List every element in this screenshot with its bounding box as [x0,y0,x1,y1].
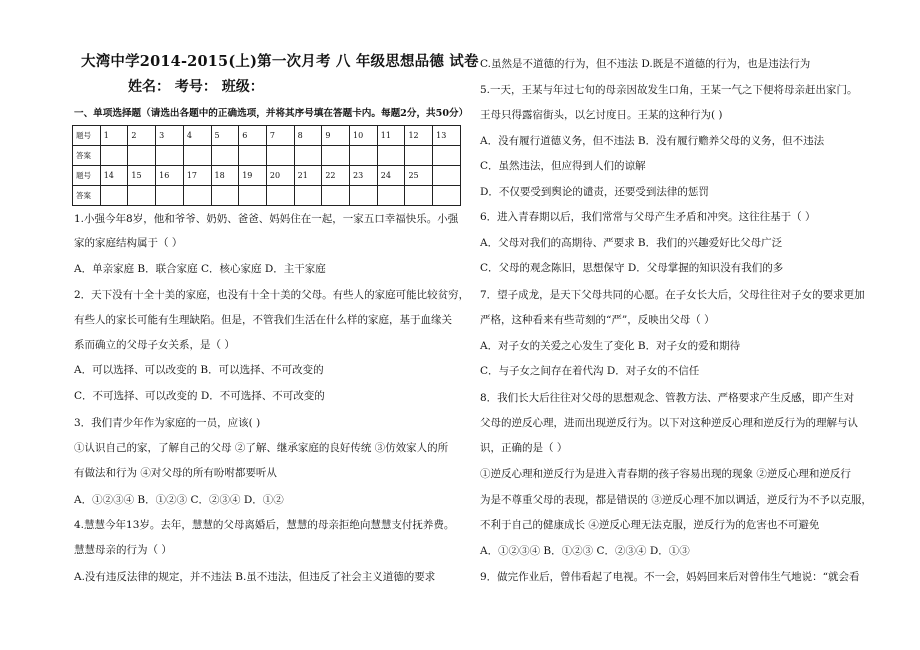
answer-grid-number-row [73,166,461,186]
option-line: C．父母的观念陈旧，思想保守 D．父母掌握的知识没有我们的多 [480,262,784,274]
question-text-line: 4.慧慧今年13岁。去年，慧慧的父母离婚后，慧慧的母亲拒绝向慧慧支付抚养费。 [74,519,455,531]
answer-grid [72,125,461,206]
question-text-line: 不利于自己的健康成长 ④逆反心理无法克服，逆反行为的危害也不可避免 [480,519,820,531]
answer-cell[interactable] [239,146,267,166]
grid-label-number: 题号 [73,166,101,186]
question-text-line: 为是不尊重父母的表现，都是错误的 ③逆反心理不加以调适，逆反行为不予以克服， [480,494,872,506]
option-line: A．①②③④ B．①②③ C．②③④ D．①② [74,494,284,506]
option-line: A．父母对我们的高期待、严要求 B．我们的兴趣爱好比父母广泛 [480,237,783,249]
answer-cell[interactable] [156,146,184,166]
answer-grid-answer-row [73,186,461,206]
answer-cell[interactable] [377,146,405,166]
question-text-line: 王母只得露宿街头，以乞讨度日。王某的这种行为( ) [480,109,723,121]
answer-cell[interactable] [294,186,322,206]
answer-cell[interactable] [322,186,350,206]
option-line: A．没有履行道德义务，但不违法 B．没有履行赡养父母的义务，但不违法 [480,135,825,147]
question-text-line: ①逆反心理和逆反行为是进入青春期的孩子容易出现的现象 ②逆反心理和逆反行 [480,468,851,480]
answer-cell[interactable] [266,186,294,206]
section-heading: 一、单项选择题（请选出各题中的正确选项，并将其序号填在答题卡内。每题2分，共50分） [74,108,469,119]
grid-number-cell: 2 [128,126,156,146]
grid-number-cell: 4 [183,126,211,146]
grid-number-cell: 25 [405,166,433,186]
question-text-line: 系而确立的父母子女关系，是（ ） [74,339,235,351]
grid-label-number: 题号 [73,126,101,146]
student-info-line: 姓名： 考号： 班级： [128,79,264,95]
option-line: A.没有违反法律的规定，并不违法 B.虽不违法，但违反了社会主义道德的要求 [74,571,436,583]
question-text-line: 有些人的家长可能有生理缺陷。但是，不管我们生活在什么样的家庭，基于血缘关 [74,314,452,326]
question-text-line: 识，正确的是（ ） [480,442,568,454]
question-text-line: 9．做完作业后，曾伟看起了电视。不一会，妈妈回来后对曾伟生气地说：“就会看 [480,571,860,583]
option-line: C．虽然违法，但应得到人们的谅解 [480,160,646,172]
question-text-line: 有做法和行为 ④对父母的所有吩咐都要听从 [74,467,277,479]
grid-number-cell: 3 [156,126,184,146]
question-text-line: 严格，这种看来有些苛刻的“严”，反映出父母（ ） [480,314,715,326]
answer-cell[interactable] [266,146,294,166]
answer-cell[interactable] [433,146,461,166]
question-text-line: 8．我们长大后往往对父母的思想观念、管教方法、严格要求产生反感，即产生对 [480,392,855,404]
grid-number-cell: 10 [350,126,378,146]
grid-number-cell: 1 [100,126,128,146]
answer-cell[interactable] [405,146,433,166]
question-text-line: 6．进入青春期以后，我们常常与父母产生矛盾和冲突。这往往基于（ ） [480,211,816,223]
grid-number-cell: 19 [239,166,267,186]
exam-title: 大湾中学2014-2015(上)第一次月考 八 年级思想品德 试卷 [81,53,479,70]
grid-number-cell: 12 [405,126,433,146]
answer-cell[interactable] [128,186,156,206]
option-line: C.虽然是不道德的行为，但不违法 D.既是不道德的行为，也是违法行为 [480,58,811,70]
question-text-line: 家的家庭结构属于（ ） [74,237,183,249]
answer-cell[interactable] [100,146,128,166]
answer-cell[interactable] [183,186,211,206]
question-text-line: 7．望子成龙，是天下父母共同的心愿。在子女长大后，父母往往对子女的要求更加 [480,289,865,301]
grid-number-cell: 17 [183,166,211,186]
grid-number-cell: 21 [294,166,322,186]
answer-cell[interactable] [433,186,461,206]
answer-cell[interactable] [350,186,378,206]
answer-cell[interactable] [377,186,405,206]
answer-grid-answer-row [73,146,461,166]
answer-cell[interactable] [405,186,433,206]
answer-cell[interactable] [183,146,211,166]
question-text-line: ①认识自己的家，了解自己的父母 ②了解、继承家庭的良好传统 ③仿效家人的所 [74,442,449,454]
option-line: A．对子女的关爱之心发生了变化 B．对子女的爱和期待 [480,340,741,352]
answer-cell[interactable] [128,146,156,166]
answer-cell[interactable] [294,146,322,166]
grid-number-cell: 16 [156,166,184,186]
option-line: A．可以选择、可以改变的 B．可以选择、不可改变的 [74,364,324,376]
answer-cell[interactable] [211,146,239,166]
grid-number-cell: 13 [433,126,461,146]
answer-cell[interactable] [211,186,239,206]
answer-cell[interactable] [100,186,128,206]
grid-number-cell: 23 [350,166,378,186]
answer-cell[interactable] [322,146,350,166]
answer-cell[interactable] [350,146,378,166]
grid-number-cell: 5 [211,126,239,146]
grid-label-answer: 答案 [73,146,101,166]
grid-number-cell [433,166,461,186]
grid-number-cell: 18 [211,166,239,186]
grid-label-answer: 答案 [73,186,101,206]
question-text-line: 慧慧母亲的行为（ ） [74,544,172,556]
grid-number-cell: 7 [266,126,294,146]
grid-number-cell: 22 [322,166,350,186]
question-text-line: 5.一天，王某与年过七旬的母亲因故发生口角，王某一气之下便将母亲赶出家门。 [480,84,858,96]
answer-cell[interactable] [239,186,267,206]
grid-number-cell: 6 [239,126,267,146]
grid-number-cell: 15 [128,166,156,186]
grid-number-cell: 24 [377,166,405,186]
grid-number-cell: 9 [322,126,350,146]
option-line: C．不可选择、可以改变的 D．不可选择、不可改变的 [74,390,325,402]
answer-cell[interactable] [156,186,184,206]
question-text-line: 3．我们青少年作为家庭的一员，应该( ) [74,417,261,429]
grid-number-cell: 11 [377,126,405,146]
grid-number-cell: 8 [294,126,322,146]
question-text-line: 1.小强今年8岁，他和爷爷、奶奶、爸爸、妈妈住在一起，一家五口幸福快乐。小强 [74,213,459,225]
question-text-line: 2．天下没有十全十美的家庭，也没有十全十美的父母。有些人的家庭可能比较贫穷， [74,289,470,301]
option-line: D．不仅要受到舆论的谴责，还要受到法律的惩罚 [480,186,709,198]
option-line: A．①②③④ B．①②③ C．②③④ D．①③ [480,545,690,557]
grid-number-cell: 20 [266,166,294,186]
grid-number-cell: 14 [100,166,128,186]
question-text-line: 父母的逆反心理，进而出现逆反行为。以下对这种逆反心理和逆反行为的理解与认 [480,417,858,429]
option-line: A．单亲家庭 B．联合家庭 C．核心家庭 D．主干家庭 [74,263,326,275]
option-line: C．与子女之间存在着代沟 D．对子女的不信任 [480,365,700,377]
answer-grid-number-row [73,126,461,146]
